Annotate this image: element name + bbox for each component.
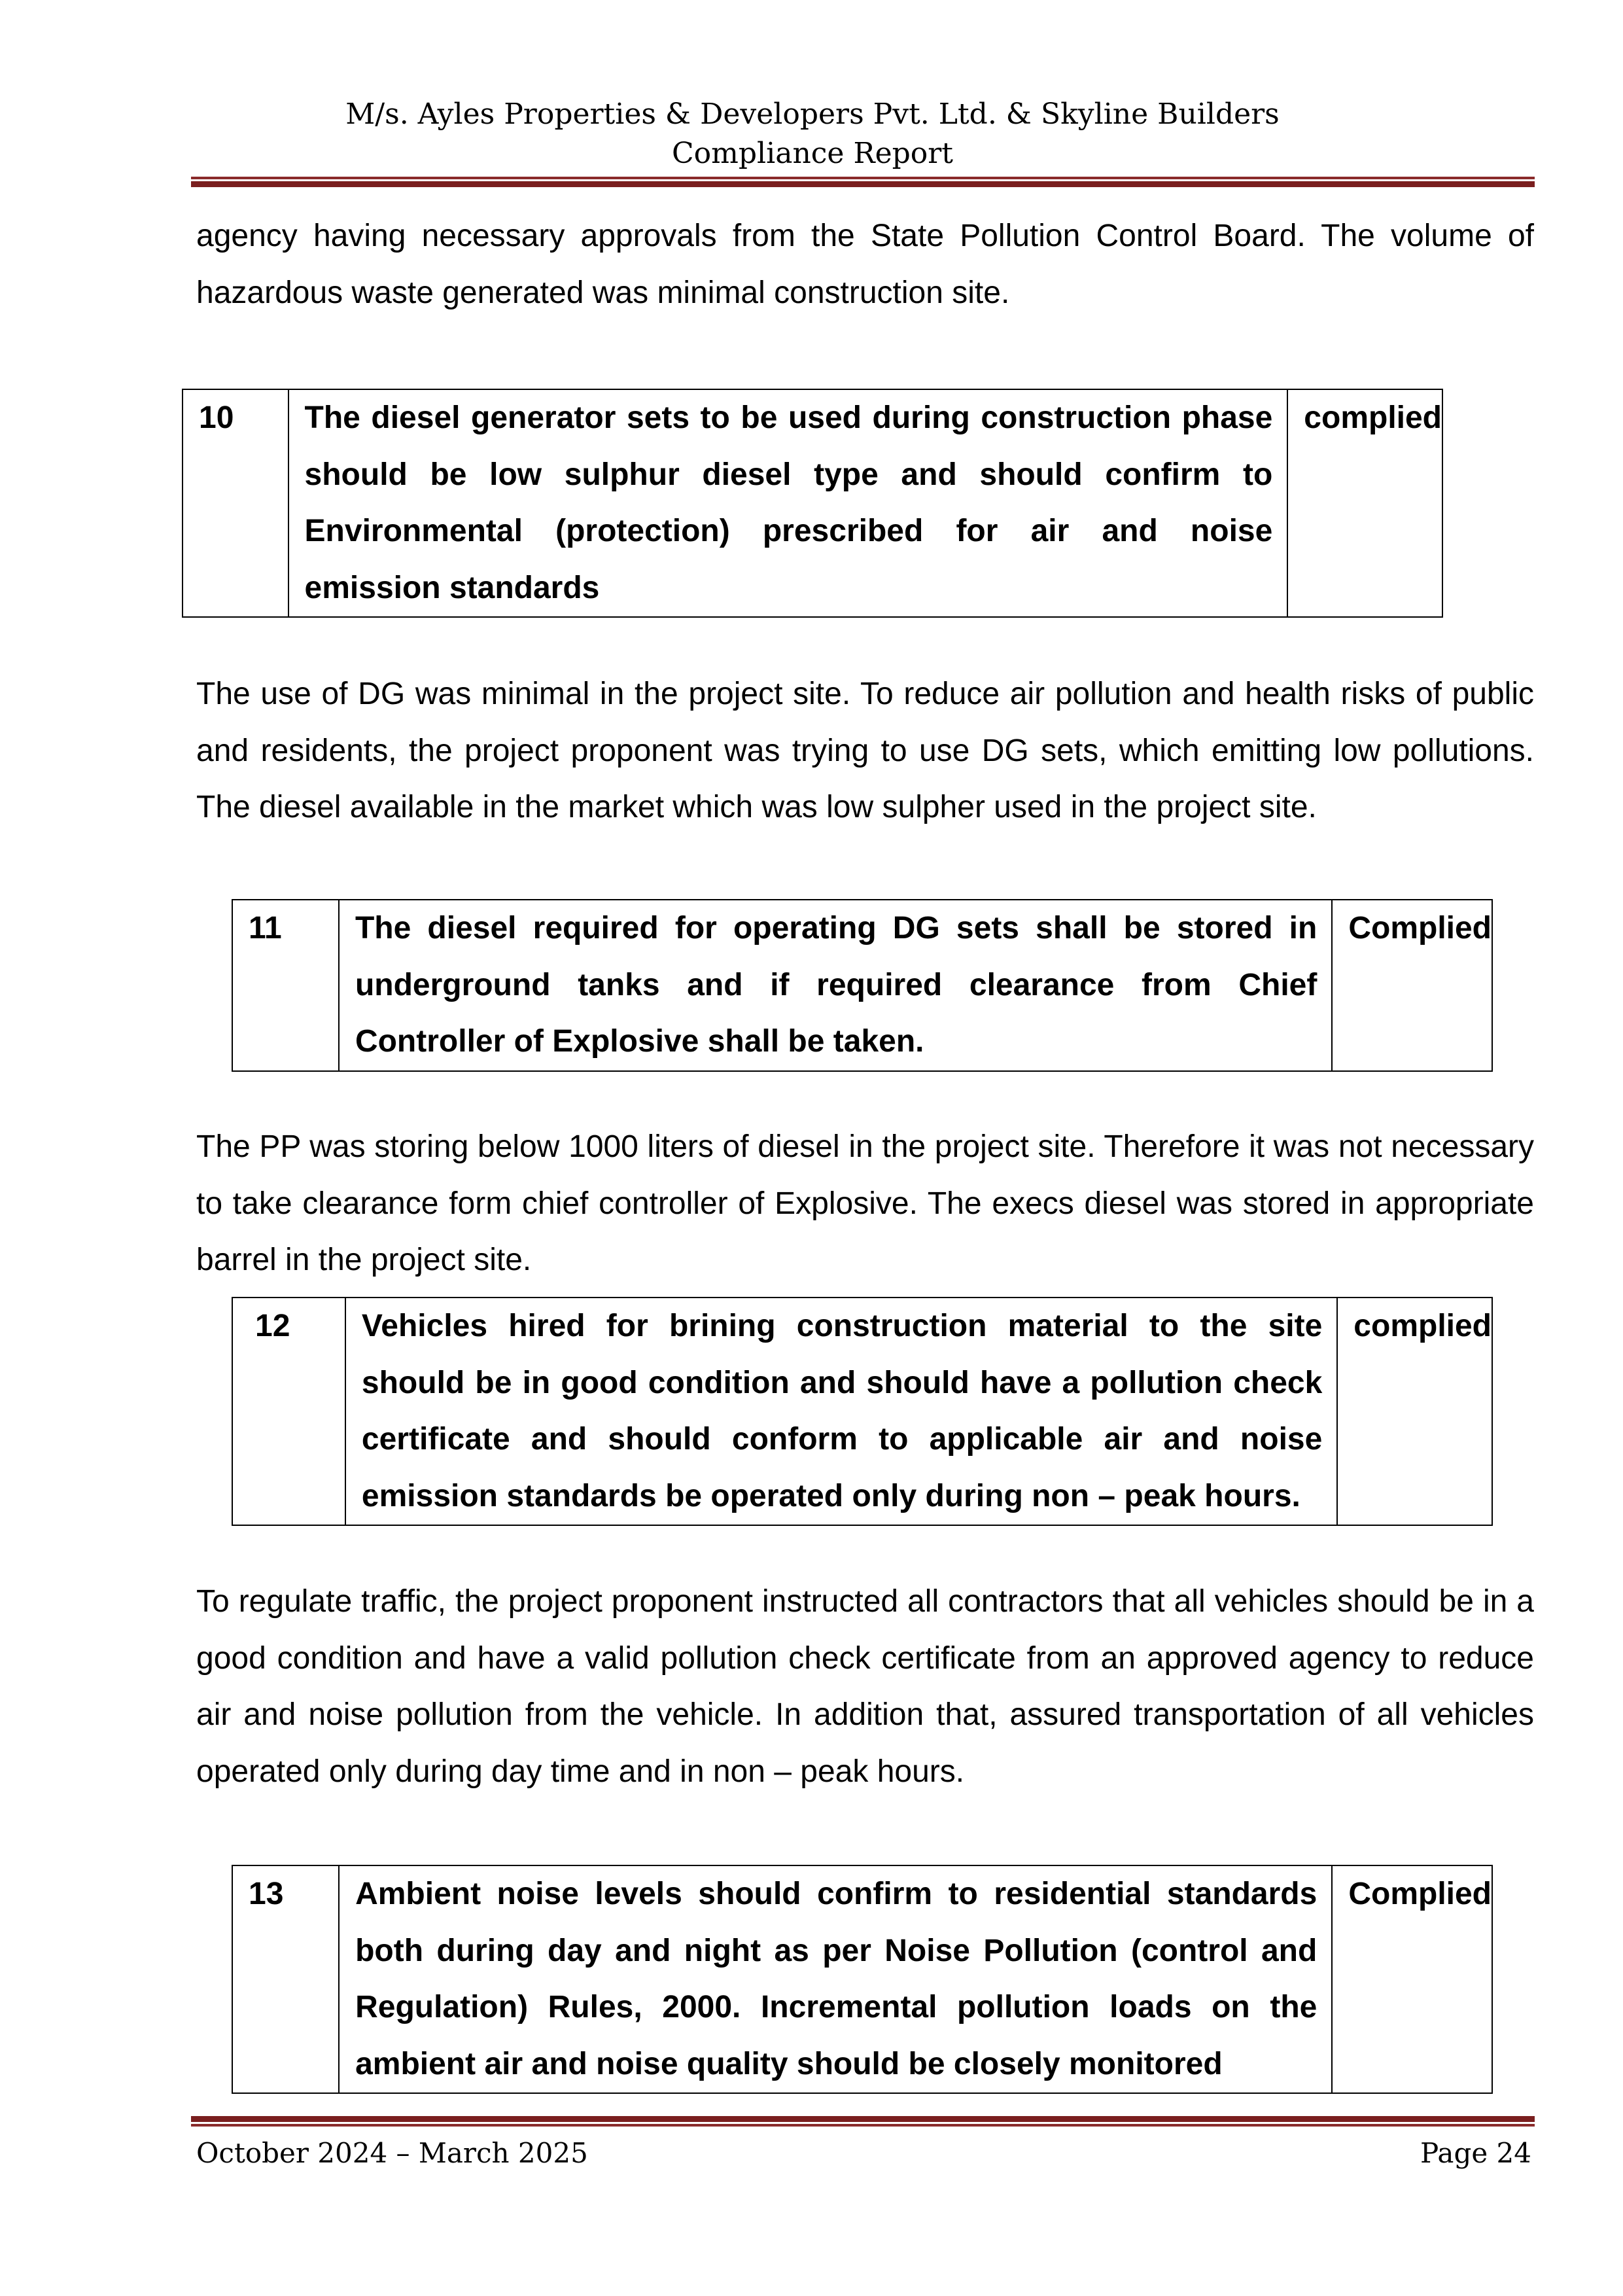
compliance-item-11 <box>232 899 1493 1072</box>
paragraph-traffic-regulation: To regulate traffic, the project proponent instructed all contractors that all vehicles should be in a good condition and have a valid pollution check certificate from an approved agency to reduce air and noise pollution from the vehicle. In addition that, assured transportation of all vehicles operated only during day time and in non – peak hours. <box>196 1584 1534 1789</box>
footer-page-number: Page 24 <box>1420 2137 1531 2169</box>
footer-rule <box>191 2116 1535 2127</box>
item-status: complied <box>1287 389 1442 617</box>
compliance-item-10 <box>182 389 1443 618</box>
paragraph-dg-usage: The use of DG was minimal in the project site. To reduce air pollution and health risks of public and residents, the project proponent was trying to use DG sets, which emitting low pollutions. The diesel available in the market which was low sulpher used in the project site. <box>196 677 1534 824</box>
item-status: Complied <box>1332 900 1492 1071</box>
item-requirement: Ambient noise levels should confirm to residential standards both during day and night as per Noise Pollution (control and Regulation) Rules, 2000. Incremental pollution loads on the ambient air and noise quality should be closely monitored <box>339 1865 1332 2093</box>
item-number: 11 <box>232 900 339 1071</box>
item-requirement: The diesel required for operating DG sets shall be stored in underground tanks and if required clearance from Chief Controller of Explosive shall be taken. <box>339 900 1332 1071</box>
header-company: M/s. Ayles Properties & Developers Pvt. Ltd. & Skyline Builders <box>345 97 1280 131</box>
header-rule <box>191 177 1535 187</box>
paragraph-diesel-storage: The PP was storing below 1000 liters of diesel in the project site. Therefore it was not necessary to take clearance form chief controller of Explosive. The execs diesel was stored in appropriate barrel in the project site. <box>196 1129 1534 1277</box>
item-status: complied <box>1337 1298 1492 1525</box>
compliance-item-13 <box>232 1865 1493 2094</box>
header-report-title: Compliance Report <box>672 137 953 170</box>
paragraph-hazardous-waste: agency having necessary approvals from the State Pollution Control Board. The volume of hazardous waste generated was minimal construction site. <box>196 219 1534 310</box>
item-number: 10 <box>183 389 288 617</box>
item-number: 13 <box>232 1865 339 2093</box>
page-header <box>191 95 1434 173</box>
item-requirement: Vehicles hired for brining construction material to the site should be in good condition and should have a pollution check certificate and should conform to applicable air and noise emission standards be operated only during non – peak hours. <box>345 1298 1337 1525</box>
item-requirement: The diesel generator sets to be used during construction phase should be low sulphur diesel type and should confirm to Environmental (protection) prescribed for air and noise emission standards <box>288 389 1288 617</box>
item-status: Complied <box>1332 1865 1492 2093</box>
footer-period: October 2024 – March 2025 <box>196 2137 588 2169</box>
compliance-item-12 <box>232 1297 1493 1526</box>
item-number: 12 <box>232 1298 345 1525</box>
